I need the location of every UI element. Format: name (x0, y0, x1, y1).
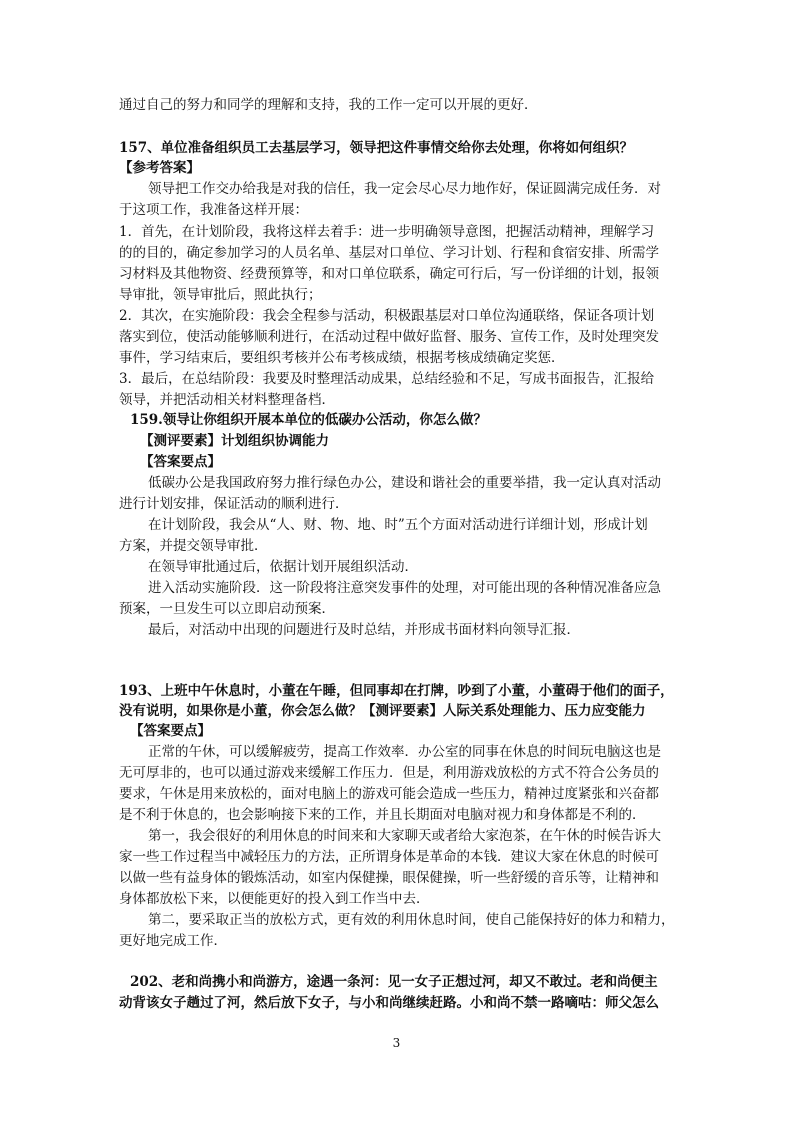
paragraph-line: 领导，并把活动相关材料整理备档． (119, 392, 335, 408)
paragraph-line: 进行计划安排，保证活动的顺利进行． (119, 496, 349, 512)
paragraph-line: 身体都放松下来，以便能更好的投入到工作当中去． (119, 891, 430, 907)
answer-points-label: 【答案要点】 (140, 454, 221, 470)
evaluation-elements-label: 【测评要素】计划组织协调能力 (140, 433, 329, 449)
paragraph-line: 进入活动实施阶段．这一阶段将注意突发事件的处理，对可能出现的各种情况准备应急 (148, 580, 661, 596)
paragraph-line: 3．最后，在总结阶段：我要及时整理活动成果，总结经验和不足，写成书面报告，汇报给 (119, 371, 655, 387)
paragraph-line: 1．首先，在计划阶段，我将这样去着手：进一步明确领导意图，把握活动精神，理解学习 (119, 224, 655, 240)
reference-answer-label: 【参考答案】 (119, 160, 200, 176)
paragraph-line: 落实到位，使活动能够顺利进行，在活动过程中做好监督、服务、宣传工作，及时处理突发 (119, 329, 659, 345)
question-202-text: 202、老和尚携小和尚游方，途遇一条河：见一女子正想过河，却又不敢过。老和尚便主 (130, 974, 658, 990)
paragraph-line: 习材料及其他物资、经费预算等，和对口单位联系，确定可行后，写一份详细的计划，报领 (119, 266, 659, 282)
paragraph-line: 低碳办公是我国政府努力推行绿色办公，建设和谐社会的重要举措，我一定认真对活动 (148, 475, 661, 491)
answer-points-label: 【答案要点】 (130, 723, 211, 739)
paragraph-line: 以做一些有益身体的锻炼活动，如室内保健操，眼保健操，听一些舒缓的音乐等，让精神和 (119, 870, 659, 886)
question-193-title: 没有说明，如果你是小董，你会怎么做？【测评要素】人际关系处理能力、压力应变能力 (119, 703, 646, 719)
paragraph-line: 于这项工作，我准备这样开展： (119, 202, 308, 218)
paragraph-line: 方案，并提交领导审批． (119, 538, 268, 554)
paragraph-line: 第一，我会很好的利用休息的时间来和大家聊天或者给大家泡茶，在午休的时候告诉大 (148, 828, 661, 844)
paragraph-line: 第二，要采取正当的放松方式，更有效的利用休息时间，使自己能保持好的体力和精力， (148, 912, 675, 928)
paragraph-line: 要求，午休是用来放松的，面对电脑上的游戏可能会造成一些压力，精神过度紧张和兴奋都 (119, 786, 659, 802)
paragraph-line: 家一些工作过程当中减轻压力的方法，正所谓身体是革命的本钱．建议大家在休息的时候可 (119, 849, 659, 865)
page-number: 3 (392, 1036, 401, 1050)
paragraph-line: 是不利于休息的，也会影响接下来的工作，并且长期面对电脑对视力和身体都是不利的． (119, 807, 646, 823)
question-159-title: 159.领导让你组织开展本单位的低碳办公活动，你怎么做？ (130, 412, 487, 428)
paragraph-line: 事件，学习结束后，要组织考核并公布考核成绩，根据考核成绩确定奖惩． (119, 350, 565, 366)
paragraph-line: 正常的午休，可以缓解疲劳，提高工作效率．办公室的同事在休息的时间玩电脑这也是 (148, 744, 661, 760)
paragraph-line: 预案，一旦发生可以立即启动预案． (119, 601, 335, 617)
paragraph-line: 更好地完成工作． (119, 933, 227, 949)
paragraph-line: 导审批，领导审批后，照此执行； (119, 287, 322, 303)
paragraph-line: 的的目的，确定参加学习的人员名单、基层对口单位、学习计划、行程和食宿安排、所需学 (119, 245, 659, 261)
paragraph-line: 在计划阶段，我会从“人、财、物、地、时”五个方面对活动进行详细计划，形成计划 (148, 517, 648, 533)
question-202-text: 动背该女子趟过了河，然后放下女子，与小和尚继续赶路。小和尚不禁一路嘀咕：师父怎么 (119, 995, 659, 1011)
paragraph-line: 领导把工作交办给我是对我的信任，我一定会尽心尽力地作好，保证圆满完成任务．对 (148, 181, 661, 197)
paragraph-line: 最后，对活动中出现的问题进行及时总结，并形成书面材料向领导汇报． (148, 622, 580, 638)
paragraph-line: 2．其次，在实施阶段：我会全程参与活动，积极跟基层对口单位沟通联络，保证各项计划 (119, 308, 655, 324)
paragraph-line: 在领导审批通过后，依据计划开展组织活动． (148, 559, 418, 575)
question-157-title: 157、单位准备组织员工去基层学习，领导把这件事情交给你去处理，你将如何组织？ (119, 140, 634, 156)
paragraph-line: 无可厚非的，也可以通过游戏来缓解工作压力．但是，利用游戏放松的方式不符合公务员的 (119, 765, 659, 781)
paragraph-line: 通过自己的努力和同学的理解和支持，我的工作一定可以开展的更好． (119, 97, 538, 113)
question-193-title: 193、上班中午休息时，小董在午睡，但同事却在打牌，吵到了小董，小董碍于他们的面子， (119, 683, 674, 699)
